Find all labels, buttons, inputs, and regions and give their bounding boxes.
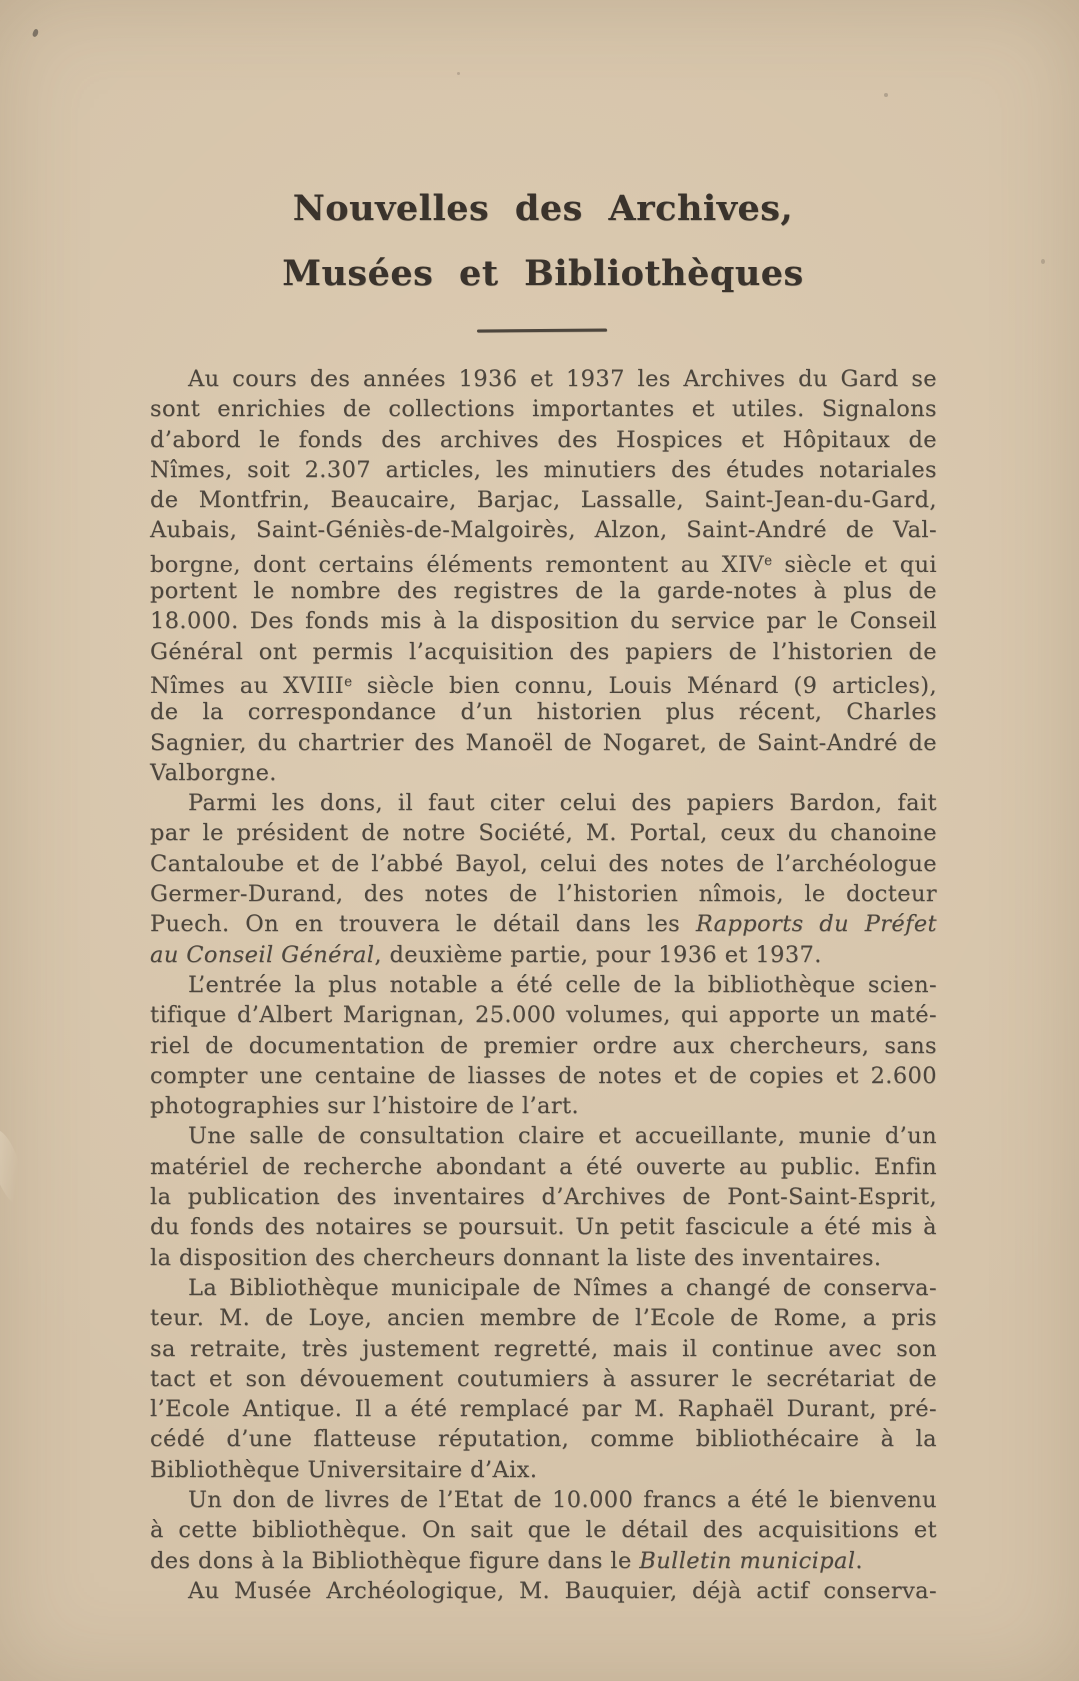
text-line [150, 425, 937, 455]
text-line [150, 849, 937, 879]
text-line [150, 1424, 937, 1454]
text-run: de la correspondance d’un historien plus récent, Charles [150, 699, 937, 726]
text-line [150, 758, 937, 788]
text-line [150, 940, 937, 970]
text-run: Général ont permis l’acquisition des papiers de l’historien de [150, 638, 937, 665]
text-line [150, 909, 937, 939]
italic-run: Rapports du Préfet [695, 911, 937, 938]
italic-run: au Conseil Général [150, 941, 375, 968]
paper-speck [457, 72, 460, 75]
text-line [150, 1031, 937, 1061]
text-line [150, 1152, 937, 1182]
text-run: L’entrée la plus notable a été celle de la bibliothèque scien- [188, 971, 937, 998]
text-line [150, 1000, 937, 1030]
text-line [150, 364, 937, 394]
text-line [150, 1455, 937, 1485]
text-line [150, 1334, 937, 1364]
text-run: Aubais, Saint-Géniès-de-Malgoirès, Alzon, Saint-André de Val- [150, 517, 937, 544]
text-line [150, 1576, 937, 1606]
text-run: la publication des inventaires d’Archives de Pont-Saint-Esprit, [150, 1184, 937, 1211]
text-run: Parmi les dons, il faut citer celui des papiers Bardon, fait [188, 790, 937, 817]
text-line [150, 1091, 937, 1121]
text-line [150, 879, 937, 909]
text-run: borgne, dont certains éléments remontent au XIV [150, 551, 765, 578]
text-line [150, 485, 937, 515]
text-line [150, 515, 937, 545]
text-run: Puech. On en trouvera le détail dans les [150, 911, 696, 938]
text-line [150, 970, 937, 1000]
text-run: La Bibliothèque municipale de Nîmes a changé de conserva- [188, 1274, 937, 1301]
text-run: Bibliothèque Universitaire d’Aix. [150, 1456, 538, 1483]
page-title [149, 176, 937, 306]
text-line [150, 818, 937, 848]
text-line [150, 788, 937, 818]
text-line [150, 1303, 937, 1333]
text-run: de Montfrin, Beaucaire, Barjac, Lassalle, Saint-Jean-du-Gard, [150, 487, 937, 514]
paragraph-6 [150, 1485, 937, 1576]
text-line [150, 1273, 937, 1303]
page-title-line1: Nouvelles des Archives, [292, 188, 794, 229]
paragraph-7 [150, 1576, 937, 1606]
text-line [150, 1394, 937, 1424]
text-line [150, 1212, 937, 1242]
text-line [150, 1515, 937, 1545]
text-run: Nîmes au XVIII [150, 672, 345, 699]
text-run: des dons à la Bibliothèque figure dans le [150, 1547, 640, 1574]
text-line [150, 394, 937, 424]
text-run: par le président de notre Société, M. Portal, ceux du chanoine [150, 820, 937, 847]
text-run: siècle et qui [772, 551, 937, 578]
paper-crease [0, 1126, 31, 1208]
text-run: l’Ecole Antique. Il a été remplacé par M. Raphaël Durant, pré- [150, 1396, 937, 1423]
text-line [150, 1243, 937, 1273]
text-run: Valborgne. [150, 759, 277, 786]
paragraph-3 [150, 970, 937, 1121]
text-run: à cette bibliothèque. On sait que le détail des acquisitions et [150, 1517, 937, 1544]
text-run: Au cours des années 1936 et 1937 les Archives du Gard se [188, 366, 937, 392]
article-body [150, 364, 937, 1606]
text-line [150, 455, 937, 485]
text-line [150, 667, 937, 697]
text-run: matériel de recherche abondant a été ouverte au public. Enfin [150, 1153, 937, 1180]
paper-speck [884, 93, 888, 97]
text-run: du fonds des notaires se poursuit. Un petit fascicule a été mis à [150, 1214, 937, 1241]
paragraph-4 [150, 1121, 937, 1272]
text-run: sa retraite, très justement regretté, mais il continue avec son [150, 1335, 937, 1362]
text-run: tact et son dévouement coutumiers à assurer le secrétariat de [150, 1365, 937, 1392]
paragraph-2 [150, 788, 937, 970]
text-line [150, 1182, 937, 1212]
text-run: Cantaloube et de l’abbé Bayol, celui des notes de l’archéologue [150, 850, 937, 877]
text-run: compter une centaine de liasses de notes et de copies et 2.600 [150, 1062, 937, 1089]
text-run: tifique d’Albert Marignan, 25.000 volumes, qui apporte un maté- [150, 1002, 937, 1029]
text-run: Un don de livres de l’Etat de 10.000 francs a été le bienvenu [188, 1486, 937, 1513]
text-line [150, 1121, 937, 1151]
text-line [150, 728, 937, 758]
text-run: Sagnier, du chartrier des Manoël de Nogaret, de Saint-André de [150, 729, 937, 756]
text-run: Nîmes, soit 2.307 articles, les minutiers des études notariales [150, 456, 937, 483]
text-run: photographies sur l’histoire de l’art. [150, 1093, 580, 1120]
paper-speck [1041, 259, 1045, 264]
text-line [150, 637, 937, 667]
text-line [150, 1364, 937, 1394]
paragraph-1 [150, 364, 937, 788]
text-run: cédé d’une flatteuse réputation, comme bibliothécaire à la [150, 1426, 937, 1453]
text-run: riel de documentation de premier ordre aux chercheurs, sans [150, 1032, 937, 1059]
page-title-line2: Musées et Bibliothèques [282, 253, 804, 294]
text-run: Au Musée Archéologique, M. Bauquier, déjà actif conserva- [188, 1577, 937, 1604]
text-run: portent le nombre des registres de la garde-notes à plus de [150, 578, 937, 605]
text-run: d’abord le fonds des archives des Hospices et Hôpitaux de [150, 426, 937, 453]
text-run: teur. M. de Loye, ancien membre de l’Ecole de Rome, a pris [150, 1305, 937, 1332]
text-run: Germer-Durand, des notes de l’historien nîmois, le docteur [150, 881, 937, 908]
paper-speck [32, 28, 40, 37]
text-run: 18.000. Des fonds mis à la disposition du service par le Conseil [150, 608, 937, 635]
superscript-run: e [764, 552, 773, 569]
text-line [150, 1485, 937, 1515]
text-line [150, 606, 937, 636]
superscript-run: e [344, 673, 353, 690]
paragraph-5 [150, 1273, 937, 1485]
text-run: , deuxième partie, pour 1936 et 1937. [374, 941, 822, 968]
text-line [150, 546, 937, 576]
text-line [150, 1061, 937, 1091]
text-run: Une salle de consultation claire et accueillante, munie d’un [188, 1123, 937, 1150]
text-run: la disposition des chercheurs donnant la liste des inventaires. [150, 1244, 882, 1271]
title-divider [477, 329, 607, 332]
italic-run: Bulletin municipal [639, 1547, 856, 1574]
text-line [150, 697, 937, 727]
text-run: siècle bien connu, Louis Ménard (9 articles), [352, 672, 937, 699]
text-run: sont enrichies de collections importantes et utiles. Signalons [150, 396, 937, 423]
text-line [150, 1546, 937, 1576]
text-run: . [855, 1547, 863, 1574]
text-line [150, 576, 937, 606]
